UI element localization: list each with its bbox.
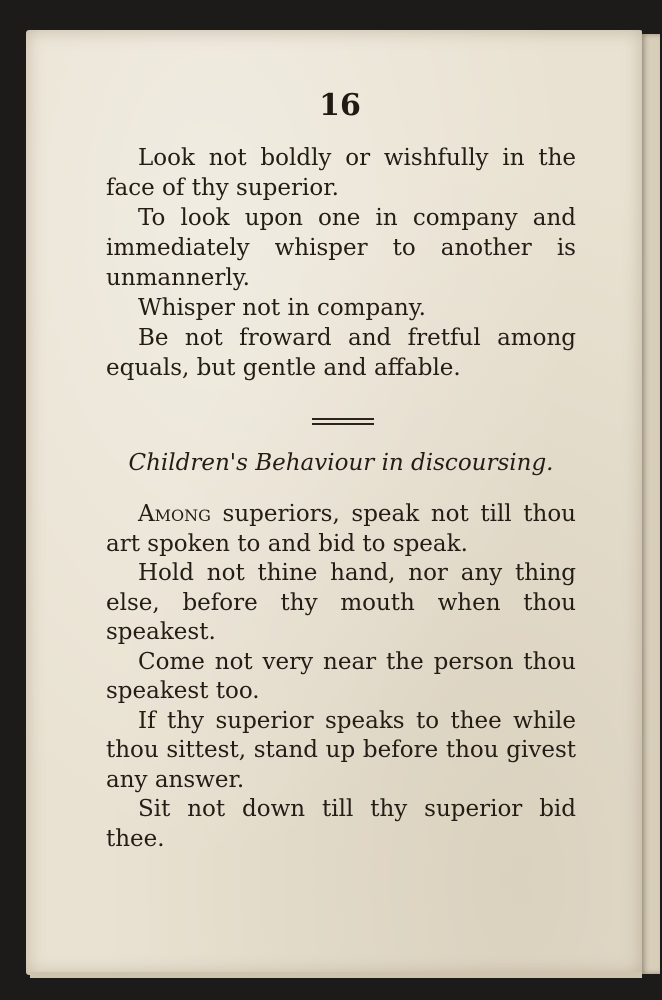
paragraph: Be not froward and fretful among equals, but gentle and affable. bbox=[106, 325, 576, 381]
paragraph bbox=[106, 500, 576, 559]
paragraph-rest: superiors, speak not till thou art spoken to and bid to speak. bbox=[106, 501, 576, 557]
section-heading: Children's Behaviour in discoursing. bbox=[128, 450, 554, 476]
paragraph: Come not very near the person thou speakest too. bbox=[106, 648, 576, 704]
drop-word: Among bbox=[138, 501, 211, 527]
paragraph: Look not boldly or wishfully in the face of thy superior. bbox=[106, 145, 576, 201]
paragraph: Whisper not in company. bbox=[138, 295, 426, 321]
paragraph: To look upon one in company and immediately whisper to another is unmannerly. bbox=[106, 205, 576, 291]
page-edge-right bbox=[640, 34, 660, 974]
divider-line bbox=[312, 418, 374, 420]
section-2-text bbox=[106, 500, 576, 854]
paragraph: If thy superior speaks to thee while thou sittest, stand up before thou givest any answer. bbox=[106, 707, 576, 793]
paragraph: Sit not down till thy superior bid thee. bbox=[106, 796, 576, 852]
section-divider bbox=[312, 418, 374, 427]
section-1-text bbox=[106, 143, 576, 383]
page-number: 16 bbox=[319, 88, 361, 123]
page-edge-bottom bbox=[30, 972, 642, 978]
divider-line bbox=[312, 423, 374, 425]
paragraph: Hold not thine hand, nor any thing else, before thy mouth when thou speakest. bbox=[106, 560, 576, 645]
